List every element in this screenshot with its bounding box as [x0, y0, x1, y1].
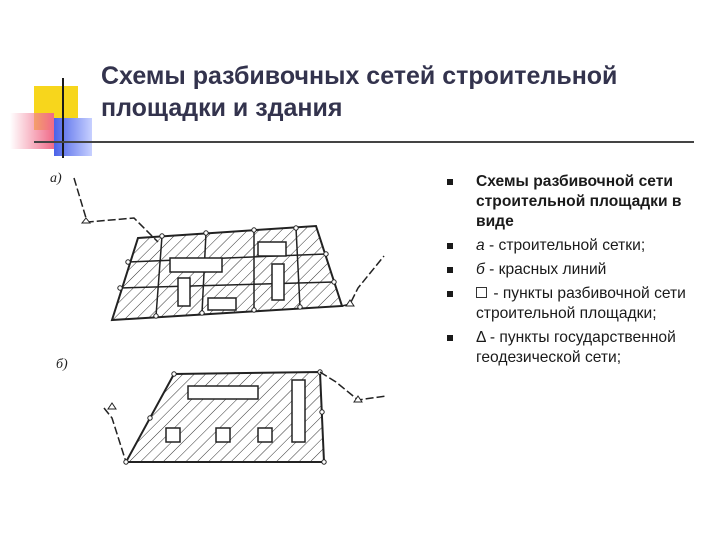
list-item-text: Схемы разбивочной сети строительной площадки в виде — [476, 173, 682, 230]
list-item — [447, 284, 715, 324]
list-item-letter: б — [476, 261, 485, 278]
list-item-text: - строительной сетки; — [484, 237, 646, 254]
square-point-icon — [476, 287, 487, 298]
bullet-marker — [447, 243, 453, 249]
boundary-line-a-right — [342, 256, 384, 306]
list-item — [447, 236, 715, 256]
list-item-text: - красных линий — [484, 261, 607, 278]
label-b: б) — [56, 357, 68, 372]
title-underline — [34, 141, 694, 143]
slide-title: Схемы разбивочных сетей строительной площадки и здания — [101, 62, 618, 122]
legend-list — [447, 172, 715, 372]
list-item — [447, 260, 715, 280]
triangle-point-icon: Δ — [476, 329, 486, 346]
boundary-line-b-right — [320, 372, 386, 400]
boundary-line-a — [74, 178, 158, 242]
list-item-letter: а — [476, 237, 485, 254]
bullet-marker — [447, 267, 453, 273]
list-item — [447, 172, 715, 232]
decor-blue-square — [54, 118, 92, 156]
list-item-text: - пункты разбивочной сети строительной площадки; — [476, 285, 686, 322]
decor-red-square — [10, 113, 54, 149]
list-item-text: - пункты государственной геодезической сети; — [476, 329, 676, 366]
bullet-marker — [447, 291, 453, 297]
list-item — [447, 328, 715, 368]
boundary-line-b-left — [104, 408, 126, 462]
bullet-marker — [447, 335, 453, 341]
label-a: а) — [50, 171, 62, 186]
bullet-marker — [447, 179, 453, 185]
layout-scheme-figure — [46, 160, 396, 480]
decor-vertical-line — [62, 78, 64, 158]
